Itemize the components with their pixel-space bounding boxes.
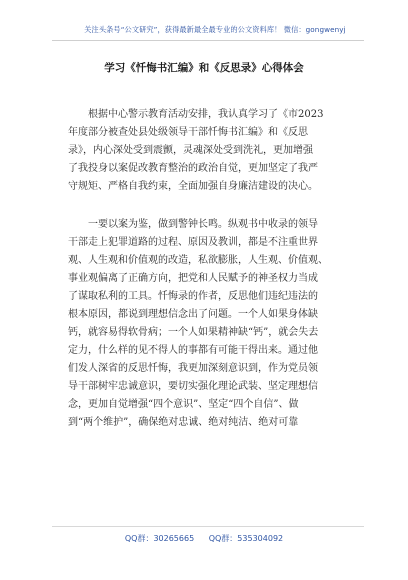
paragraph-line: 了谋取私利的工具。忏悔录的作者，反思他们违纪违法的 <box>68 291 318 302</box>
paragraph-line: 观、人生观和价值观的改造，私欲膨胀，人生观、价值观、 <box>68 255 328 266</box>
paragraph-line: 定力，什么样的见不得人的事都有可能干得出来。通过他 <box>68 345 318 356</box>
paragraph-line: 守规矩、严格自我约束，全面加强自身廉洁建设的决心。 <box>68 181 318 192</box>
paragraph-line: 钙，就容易得软骨病；一个人如果精神缺“钙”，就会失去 <box>68 327 319 338</box>
footer-qq-group-2: QQ群：535304092 <box>208 534 284 543</box>
footer-contact <box>40 533 368 544</box>
paragraph-line: 年度部分被查处县处级领导干部忏悔书汇编》和《反思 <box>68 127 308 138</box>
paragraph-line: 们发人深省的反思忏悔，我更加深刻意识到，作为党员领 <box>68 363 318 374</box>
paragraph-line: 一要以案为鉴，做到警钟长鸣。纵观书中收录的领导 <box>88 219 318 230</box>
paragraph-line: 事业观偏离了正确方向，把党和人民赋予的神圣权力当成 <box>68 273 318 284</box>
paragraph-line: 干部走上犯罪道路的过程、原因及教训，都是不注重世界 <box>68 237 318 248</box>
header-notice: 关注头条号“公文研究”，获得最新最全最专业的公文资料库！ 微信：gongwenyj <box>84 25 346 34</box>
footer-divider <box>52 526 364 527</box>
paragraph-line: 录》，内心深处受到震颤，灵魂深处受到洗礼，更加增强 <box>68 145 313 156</box>
paragraph-line: 到“两个维护”，确保绝对忠诚、绝对纯洁、绝对可靠 <box>68 417 299 428</box>
document-title: 学习《忏悔书汇编》和《反思录》心得体会 <box>104 62 304 74</box>
paragraph-line: 根据中心警示教育活动安排，我认真学习了《市2023 <box>88 109 324 120</box>
paragraph-line: 根本原因，都说到理想信念出了问题。一个人如果身体缺 <box>68 309 318 320</box>
paragraph-line: 念，更加自觉增强“四个意识”、坚定“四个自信”、做 <box>68 399 299 410</box>
paragraph-2 <box>68 216 344 432</box>
paragraph-line: 导干部树牢忠诚意识，要切实强化理论武装、坚定理想信 <box>68 381 318 392</box>
header-divider <box>52 40 364 41</box>
paragraph-line: 了我投身以案促改教育整治的政治自觉，更加坚定了我严 <box>68 163 318 174</box>
footer-qq-group-1: QQ群：30265665 <box>124 534 195 543</box>
paragraph-1 <box>68 106 344 196</box>
